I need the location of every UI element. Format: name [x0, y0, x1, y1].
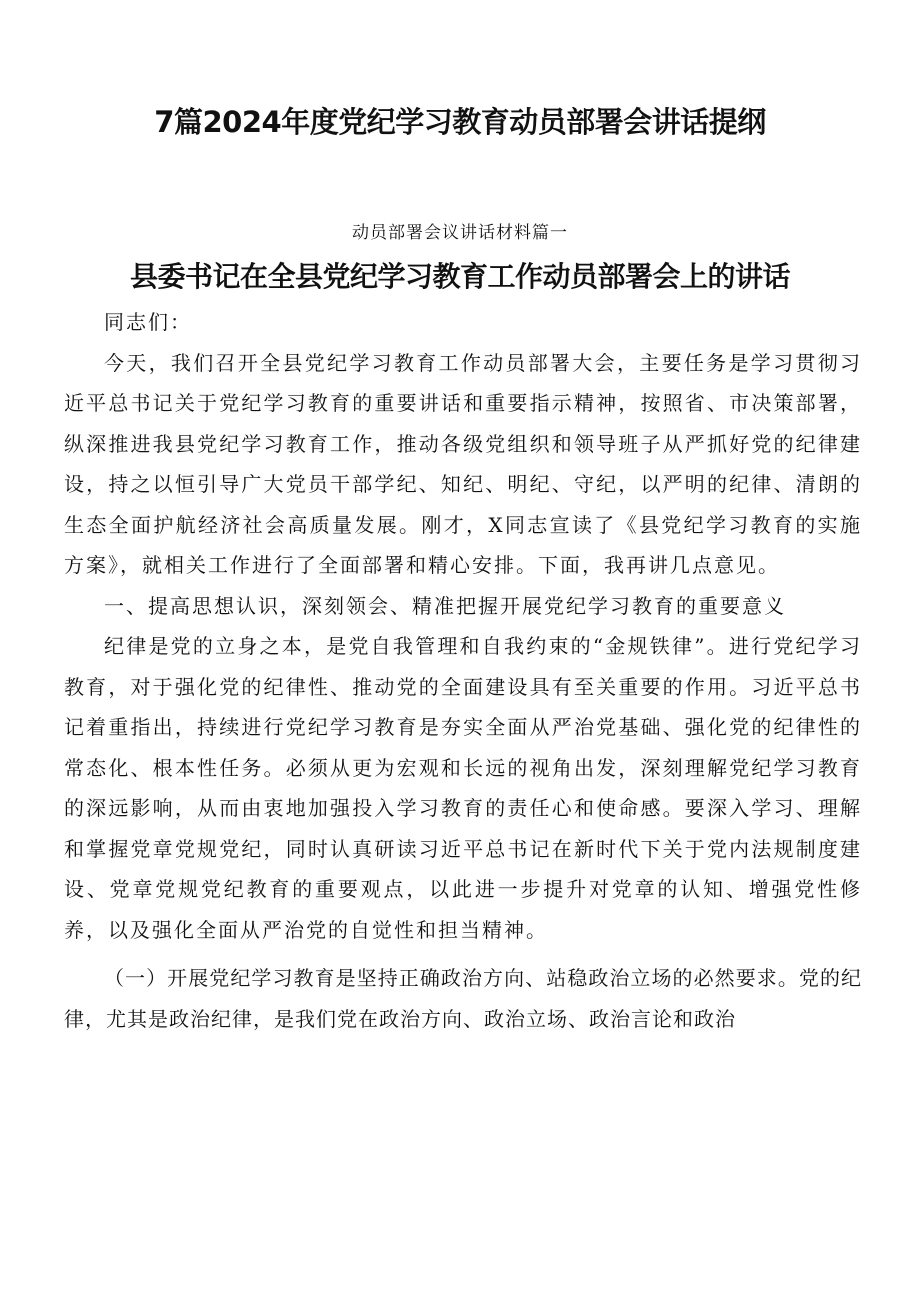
subsection-heading-1: （一）开展党纪学习教育是坚持正确政治方向、站稳政治立场的必然要求。党的纪律，尤其是政治纪律，是我们党在政治方向、政治立场、政治言论和政治	[64, 966, 862, 1031]
paragraph-intro: 今天，我们召开全县党纪学习教育工作动员部署大会，主要任务是学习贯彻习近平总书记关于党纪学习教育的重要讲话和重要指示精神，按照省、市决策部署，纵深推进我县党纪学习教育工作，推动各级党组织和领导班子从严抓好党的纪律建设，持之以恒引导广大党员干部学纪、知纪、明纪、守纪，以严明的纪律、清朗的生态全面护航经济社会高质量发展。刚才，X同志宣读了《县党纪学习教育的实施方案》，就相关工作进行了全面部署和精心安排。下面，我再讲几点意见。	[64, 350, 862, 577]
speech-title: 县委书记在全县党纪学习教育工作动员部署会上的讲话	[129, 260, 790, 293]
section-heading-1: 一、提高思想认识，深刻领会、精准把握开展党纪学习教育的重要意义	[104, 593, 786, 618]
document-title: 7篇2024年度党纪学习教育动员部署会讲话提纲	[154, 105, 766, 139]
section-label: 动员部署会议讲话材料篇一	[352, 223, 568, 243]
greeting: 同志们：	[104, 310, 192, 334]
paragraph-discipline: 纪律是党的立身之本，是党自我管理和自我约束的“金规铁律”。进行党纪学习教育，对于强化党的纪律性、推动党的全面建设具有至关重要的作用。习近平总书记着重指出，持续进行党纪学习教育是夯实全面从严治党基础、强化党的纪律性的常态化、根本性任务。必须从更为宏观和长远的视角出发，深刻理解党纪学习教育的深远影响，从而由衷地加强投入学习教育的责任心和使命感。要深入学习、理解和掌握党章党规党纪，同时认真研读习近平总书记在新时代下关于党内法规制度建设、党章党规党纪教育的重要观点，以此进一步提升对党章的认知、增强党性修养，以及强化全面从严治党的自觉性和担当精神。	[64, 634, 862, 942]
document-body	[64, 302, 862, 1039]
